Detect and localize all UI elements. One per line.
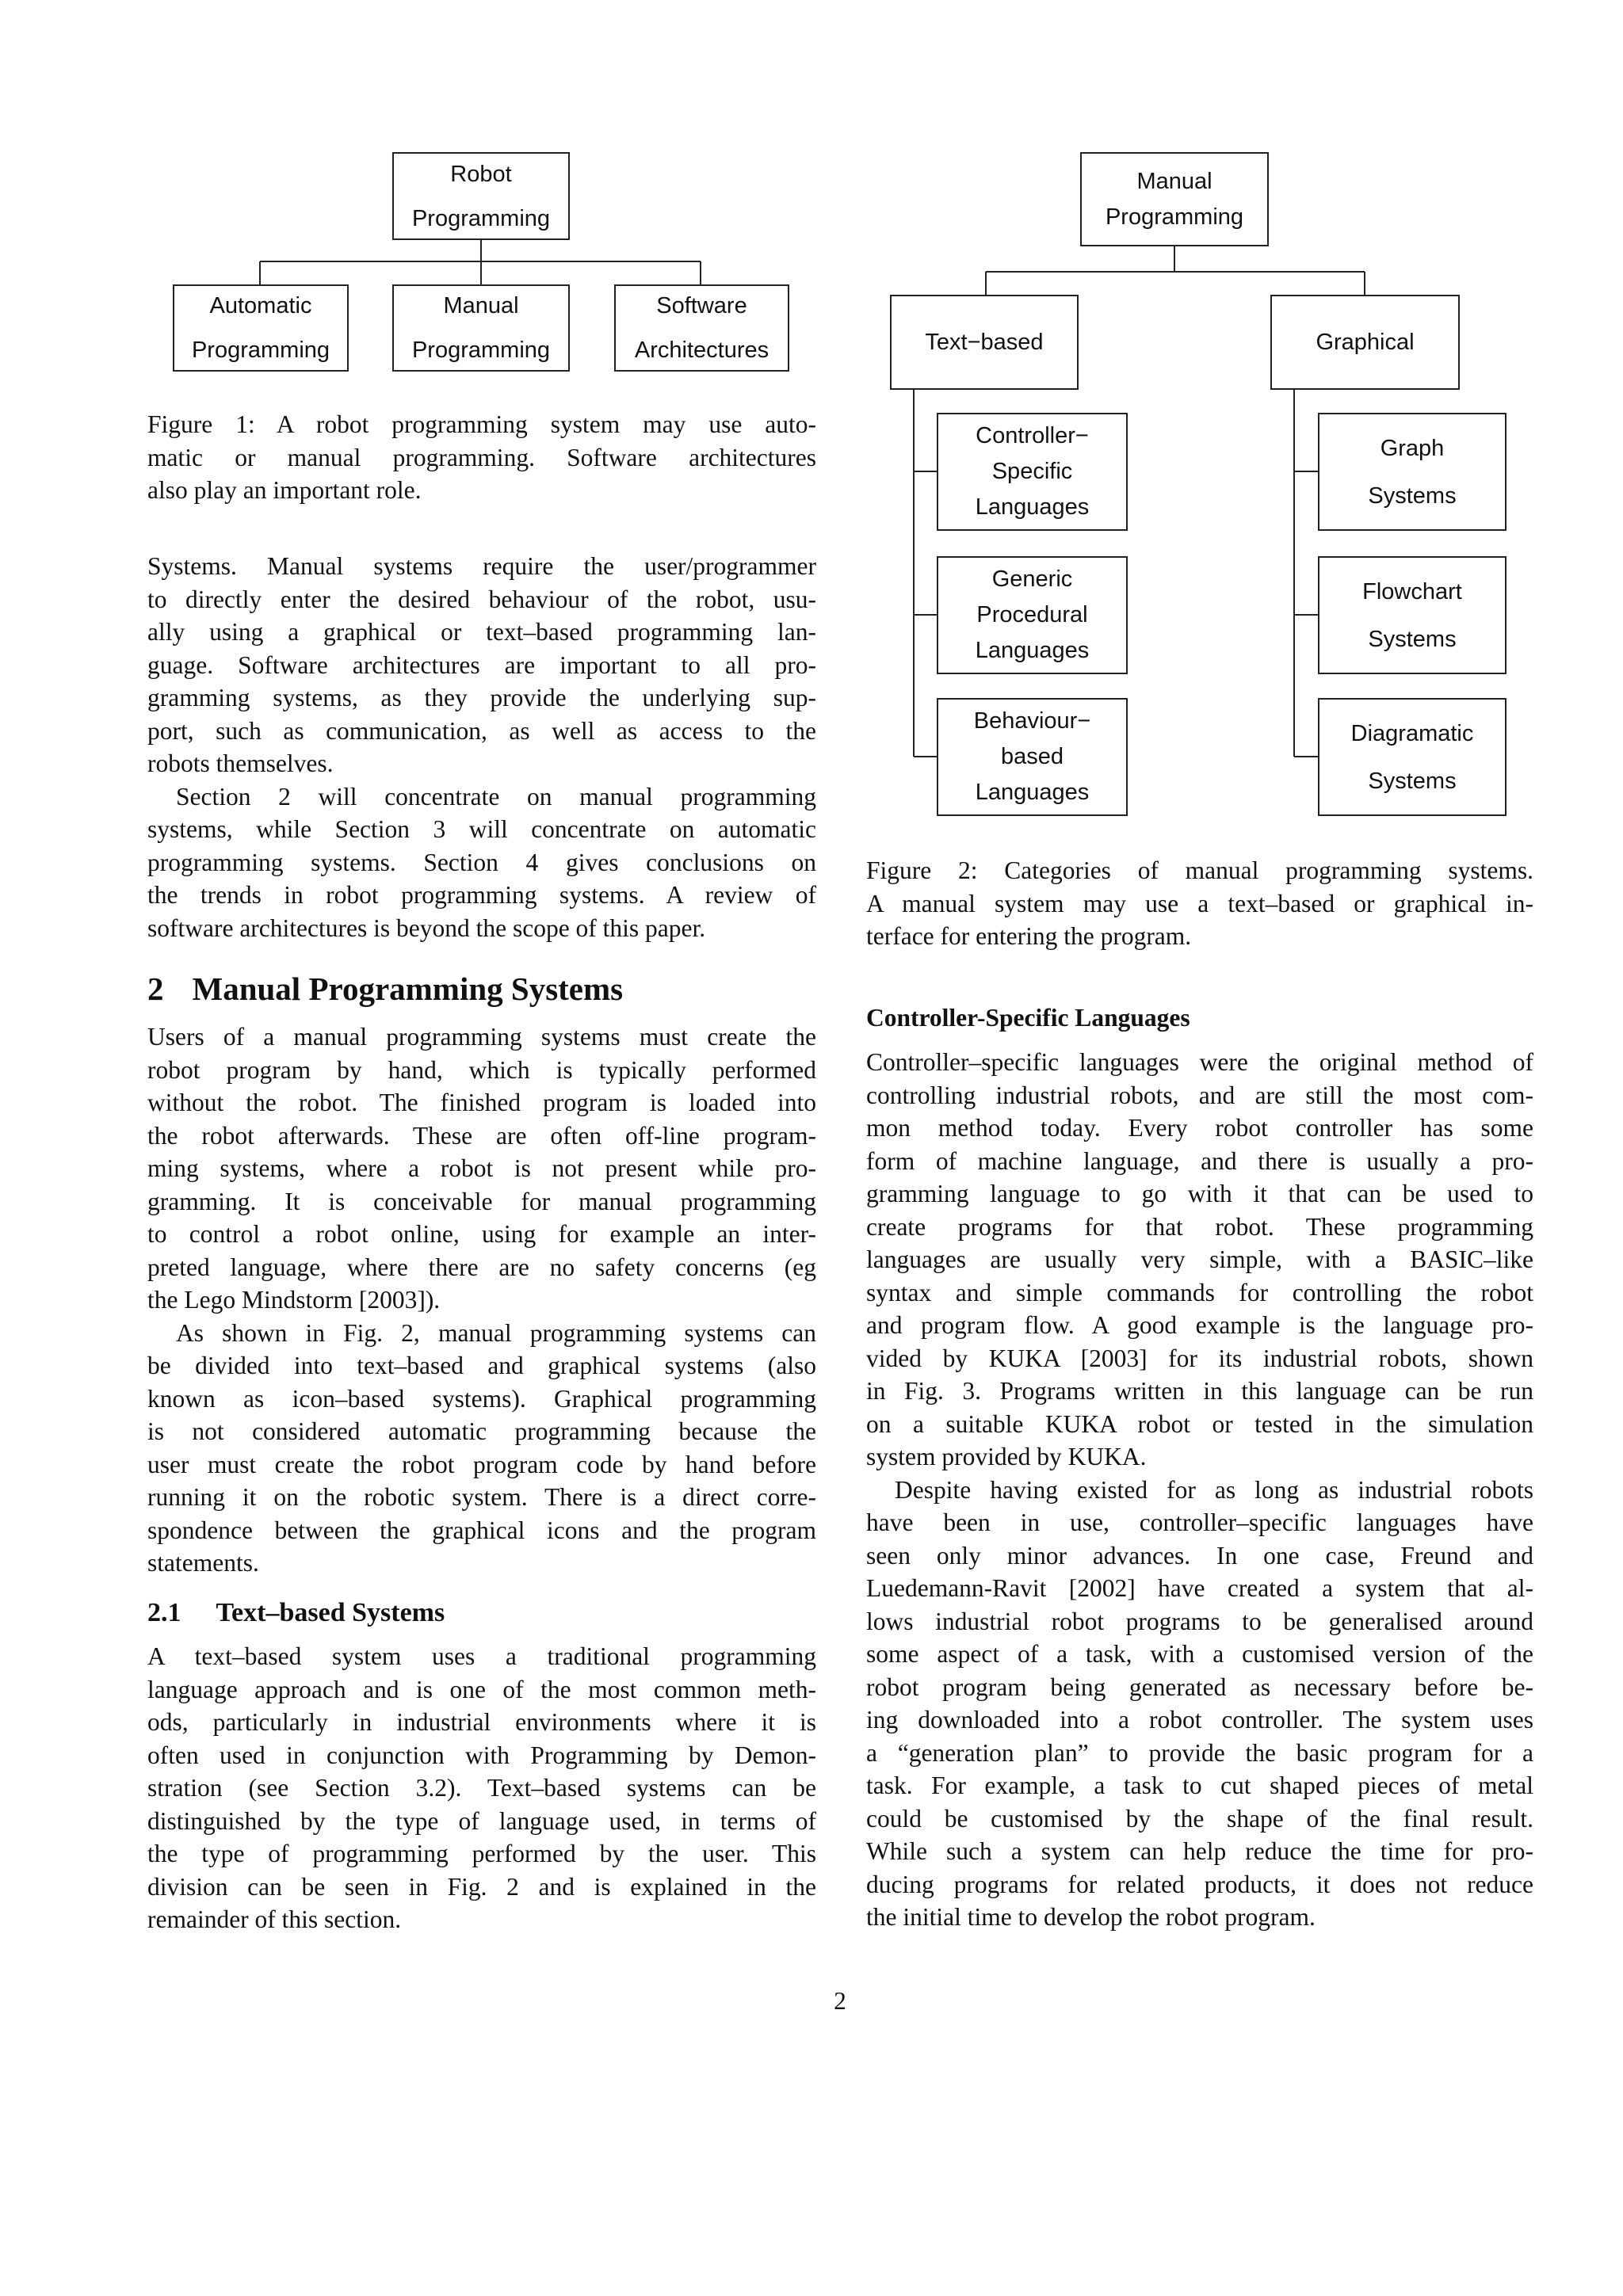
box-label: Programming <box>411 338 551 363</box>
text-line: port, such as communication, as well as access to the <box>147 716 816 745</box>
fig2-diagramatic-systems-box <box>1318 698 1507 816</box>
text-line: known as icon–based systems). Graphical programming <box>147 1384 816 1413</box>
text-line: Figure 2: Categories of manual programming systems. <box>866 856 1533 884</box>
text-line: gramming systems, as they provide the underlying sup- <box>147 684 816 711</box>
fig1-manual-programming-box <box>392 284 570 372</box>
text-line: and program flow. A good example is the language pro- <box>866 1311 1533 1339</box>
paragraph <box>866 1474 1533 1934</box>
section-title: Manual Programming Systems <box>192 971 624 1007</box>
text-line: spondence between the graphical icons and the program <box>147 1516 816 1544</box>
figure2-caption <box>866 854 1533 953</box>
fig1-software-architectures-box <box>614 284 789 372</box>
section-2-1-body <box>147 1640 816 1936</box>
text-line: robot program by hand, which is typically performed <box>147 1055 816 1084</box>
text-line: the initial time to develop the robot program. <box>866 1903 1316 1931</box>
text-line: gramming. It is conceivable for manual programming <box>147 1187 816 1215</box>
text-line: create programs for that robot. These programming <box>866 1212 1533 1241</box>
fig2-controller-specific-box <box>937 413 1128 531</box>
box-label: Procedural <box>976 602 1088 627</box>
text-line: ing downloaded into a robot controller. The system uses <box>866 1706 1533 1733</box>
section-number: 2 <box>147 971 164 1007</box>
box-label: Graphical <box>1316 329 1415 355</box>
box-label: based <box>1000 744 1064 769</box>
text-line: Users of a manual programming systems must create the <box>147 1023 816 1051</box>
box-label: Manual <box>443 293 519 318</box>
text-line: also play an important role. <box>147 476 422 504</box>
text-line: Figure 1: A robot programming system may use auto- <box>147 410 816 438</box>
paragraph <box>147 1020 816 1317</box>
box-label: Robot <box>450 161 512 187</box>
text-line: gramming language to go with it that can be used to <box>866 1180 1533 1207</box>
box-label: Programming <box>411 205 551 231</box>
text-line: software architectures is beyond the scope of this paper. <box>147 913 706 942</box>
figure1-caption <box>147 408 816 507</box>
text-line: is not considered automatic programming because the <box>147 1417 816 1445</box>
text-line: division can be seen in Fig. 2 and is explained in the <box>147 1872 816 1901</box>
box-label: Architectures <box>634 338 769 363</box>
controller-specific-heading: Controller-Specific Languages <box>866 1004 1190 1032</box>
text-line: ducing programs for related products, it does not reduce <box>866 1870 1533 1898</box>
text-line: mon method today. Every robot controller has some <box>866 1114 1533 1142</box>
box-label: Manual <box>1136 168 1212 194</box>
text-line: ally using a graphical or text–based programming lan- <box>147 618 816 646</box>
text-line: the trends in robot programming systems. A review of <box>147 881 816 909</box>
box-label: Behaviour− <box>973 708 1091 734</box>
box-label: Systems <box>1368 626 1457 652</box>
paragraph <box>147 1640 816 1936</box>
paragraph <box>147 1317 816 1580</box>
text-line: ods, particularly in industrial environments where it is <box>147 1708 816 1736</box>
text-line: system provided by KUKA. <box>866 1443 1147 1470</box>
section-2-1-heading <box>147 1598 445 1628</box>
box-label: Automatic <box>209 293 312 318</box>
fig2-manual-programming-box <box>1080 152 1269 246</box>
text-line: languages are usually very simple, with a BASIC–like <box>866 1245 1533 1273</box>
text-line: terface for entering the program. <box>866 922 1192 950</box>
text-line: on a suitable KUKA robot or tested in the simulation <box>866 1409 1533 1438</box>
section-2-body <box>147 1020 816 1580</box>
section-title: Text–based Systems <box>216 1598 445 1627</box>
fig2-behaviour-based-box <box>937 698 1128 816</box>
text-line: programming systems. Section 4 gives conclusions on <box>147 848 816 876</box>
box-label: Controller− <box>976 423 1089 448</box>
text-line: matic or manual programming. Software architectures <box>147 443 816 471</box>
text-line: be divided into text–based and graphical systems (also <box>147 1352 816 1379</box>
box-label: Systems <box>1368 482 1457 509</box>
box-label: Flowchart <box>1362 578 1462 605</box>
text-line: often used in conjunction with Programming by Demon- <box>147 1741 816 1769</box>
text-line: lows industrial robot programs to be generalised around <box>866 1607 1533 1635</box>
box-label: Programming <box>1105 204 1244 230</box>
section-number: 2.1 <box>147 1598 181 1627</box>
paragraph <box>147 780 816 945</box>
text-line: controlling industrial robots, and are still the most com- <box>866 1081 1533 1109</box>
text-line: a “generation plan” to provide the basic program for a <box>866 1738 1533 1767</box>
text-line: Despite having existed for as long as industrial robots <box>895 1475 1533 1504</box>
box-label: Languages <box>975 638 1090 663</box>
box-label: Languages <box>975 494 1090 520</box>
text-line: While such a system can help reduce the time for pro- <box>866 1837 1533 1865</box>
text-line: stration (see Section 3.2). Text–based systems can be <box>147 1774 816 1802</box>
text-line: in Fig. 3. Programs written in this language can be run <box>866 1377 1533 1405</box>
fig2-graph-systems-box <box>1318 413 1507 531</box>
fig2-generic-procedural-box <box>937 556 1128 674</box>
text-line: language approach and is one of the most common meth- <box>147 1675 816 1703</box>
text-line: to control a robot online, using for example an inter- <box>147 1220 816 1248</box>
text-line: Luedemann-Ravit [2002] have created a system that al- <box>866 1574 1533 1602</box>
box-label: Graph <box>1380 435 1445 461</box>
text-line: remainder of this section. <box>147 1905 402 1933</box>
text-line: guage. Software architectures are important to all pro- <box>147 650 816 679</box>
page-number: 2 <box>834 1987 846 2015</box>
text-line: robot program being generated as necessary before be- <box>866 1672 1533 1701</box>
text-line: to directly enter the desired behaviour of the robot, usu- <box>147 585 816 613</box>
text-line: Systems. Manual systems require the user/programmer <box>147 552 816 580</box>
text-line: statements. <box>147 1549 259 1577</box>
text-line: running it on the robotic system. There is a direct corre- <box>147 1483 816 1511</box>
paragraph <box>147 550 816 780</box>
section-2-heading <box>147 970 623 1008</box>
text-line: have been in use, controller–specific languages have <box>866 1508 1533 1536</box>
text-line: ming systems, where a robot is not present while pro- <box>147 1154 816 1182</box>
controller-specific-body <box>866 1046 1533 1934</box>
text-line: user must create the robot program code by hand before <box>147 1450 816 1478</box>
fig1-robot-programming-box <box>392 152 570 240</box>
box-label: Software <box>656 293 747 318</box>
text-line: without the robot. The finished program is loaded into <box>147 1089 816 1116</box>
text-line: Controller–specific languages were the original method of <box>866 1048 1533 1076</box>
text-line: the Lego Mindstorm [2003]). <box>147 1286 441 1314</box>
text-line: preted language, where there are no safety concerns (eg <box>147 1253 816 1281</box>
box-label: Generic <box>991 566 1073 592</box>
intro-text <box>147 550 816 944</box>
text-line: seen only minor advances. In one case, Freund and <box>866 1541 1533 1569</box>
box-label: Languages <box>975 780 1090 805</box>
box-label: Programming <box>191 338 330 363</box>
text-line: form of machine language, and there is usually a pro- <box>866 1146 1533 1175</box>
text-line: the type of programming performed by the user. This <box>147 1840 816 1867</box>
fig2-graphical-box <box>1270 295 1460 390</box>
text-line: vided by KUKA [2003] for its industrial robots, shown <box>866 1344 1533 1372</box>
text-line: could be customised by the shape of the final result. <box>866 1804 1533 1833</box>
text-line: A text–based system uses a traditional programming <box>147 1642 816 1670</box>
box-label: Systems <box>1368 768 1457 794</box>
text-line: robots themselves. <box>147 749 334 777</box>
text-line: Section 2 will concentrate on manual programming <box>176 782 816 810</box>
fig2-flowchart-systems-box <box>1318 556 1507 674</box>
box-label: Diagramatic <box>1350 720 1474 746</box>
text-line: A manual system may use a text–based or graphical in- <box>866 889 1533 917</box>
text-line: distinguished by the type of language used, in terms of <box>147 1806 816 1835</box>
text-line: the robot afterwards. These are often off-line program- <box>147 1121 816 1150</box>
fig2-text-based-box <box>890 295 1079 390</box>
box-label: Text−based <box>925 329 1044 355</box>
text-line: task. For example, a task to cut shaped pieces of metal <box>866 1772 1533 1799</box>
text-line: some aspect of a task, with a customised version of the <box>866 1640 1533 1668</box>
text-line: systems, while Section 3 will concentrate on automatic <box>147 815 816 843</box>
paragraph <box>866 1046 1533 1474</box>
box-label: Specific <box>991 459 1073 484</box>
fig1-automatic-programming-box <box>173 284 349 372</box>
text-line: As shown in Fig. 2, manual programming systems can <box>176 1318 816 1347</box>
text-line: syntax and simple commands for controlling the robot <box>866 1278 1533 1306</box>
